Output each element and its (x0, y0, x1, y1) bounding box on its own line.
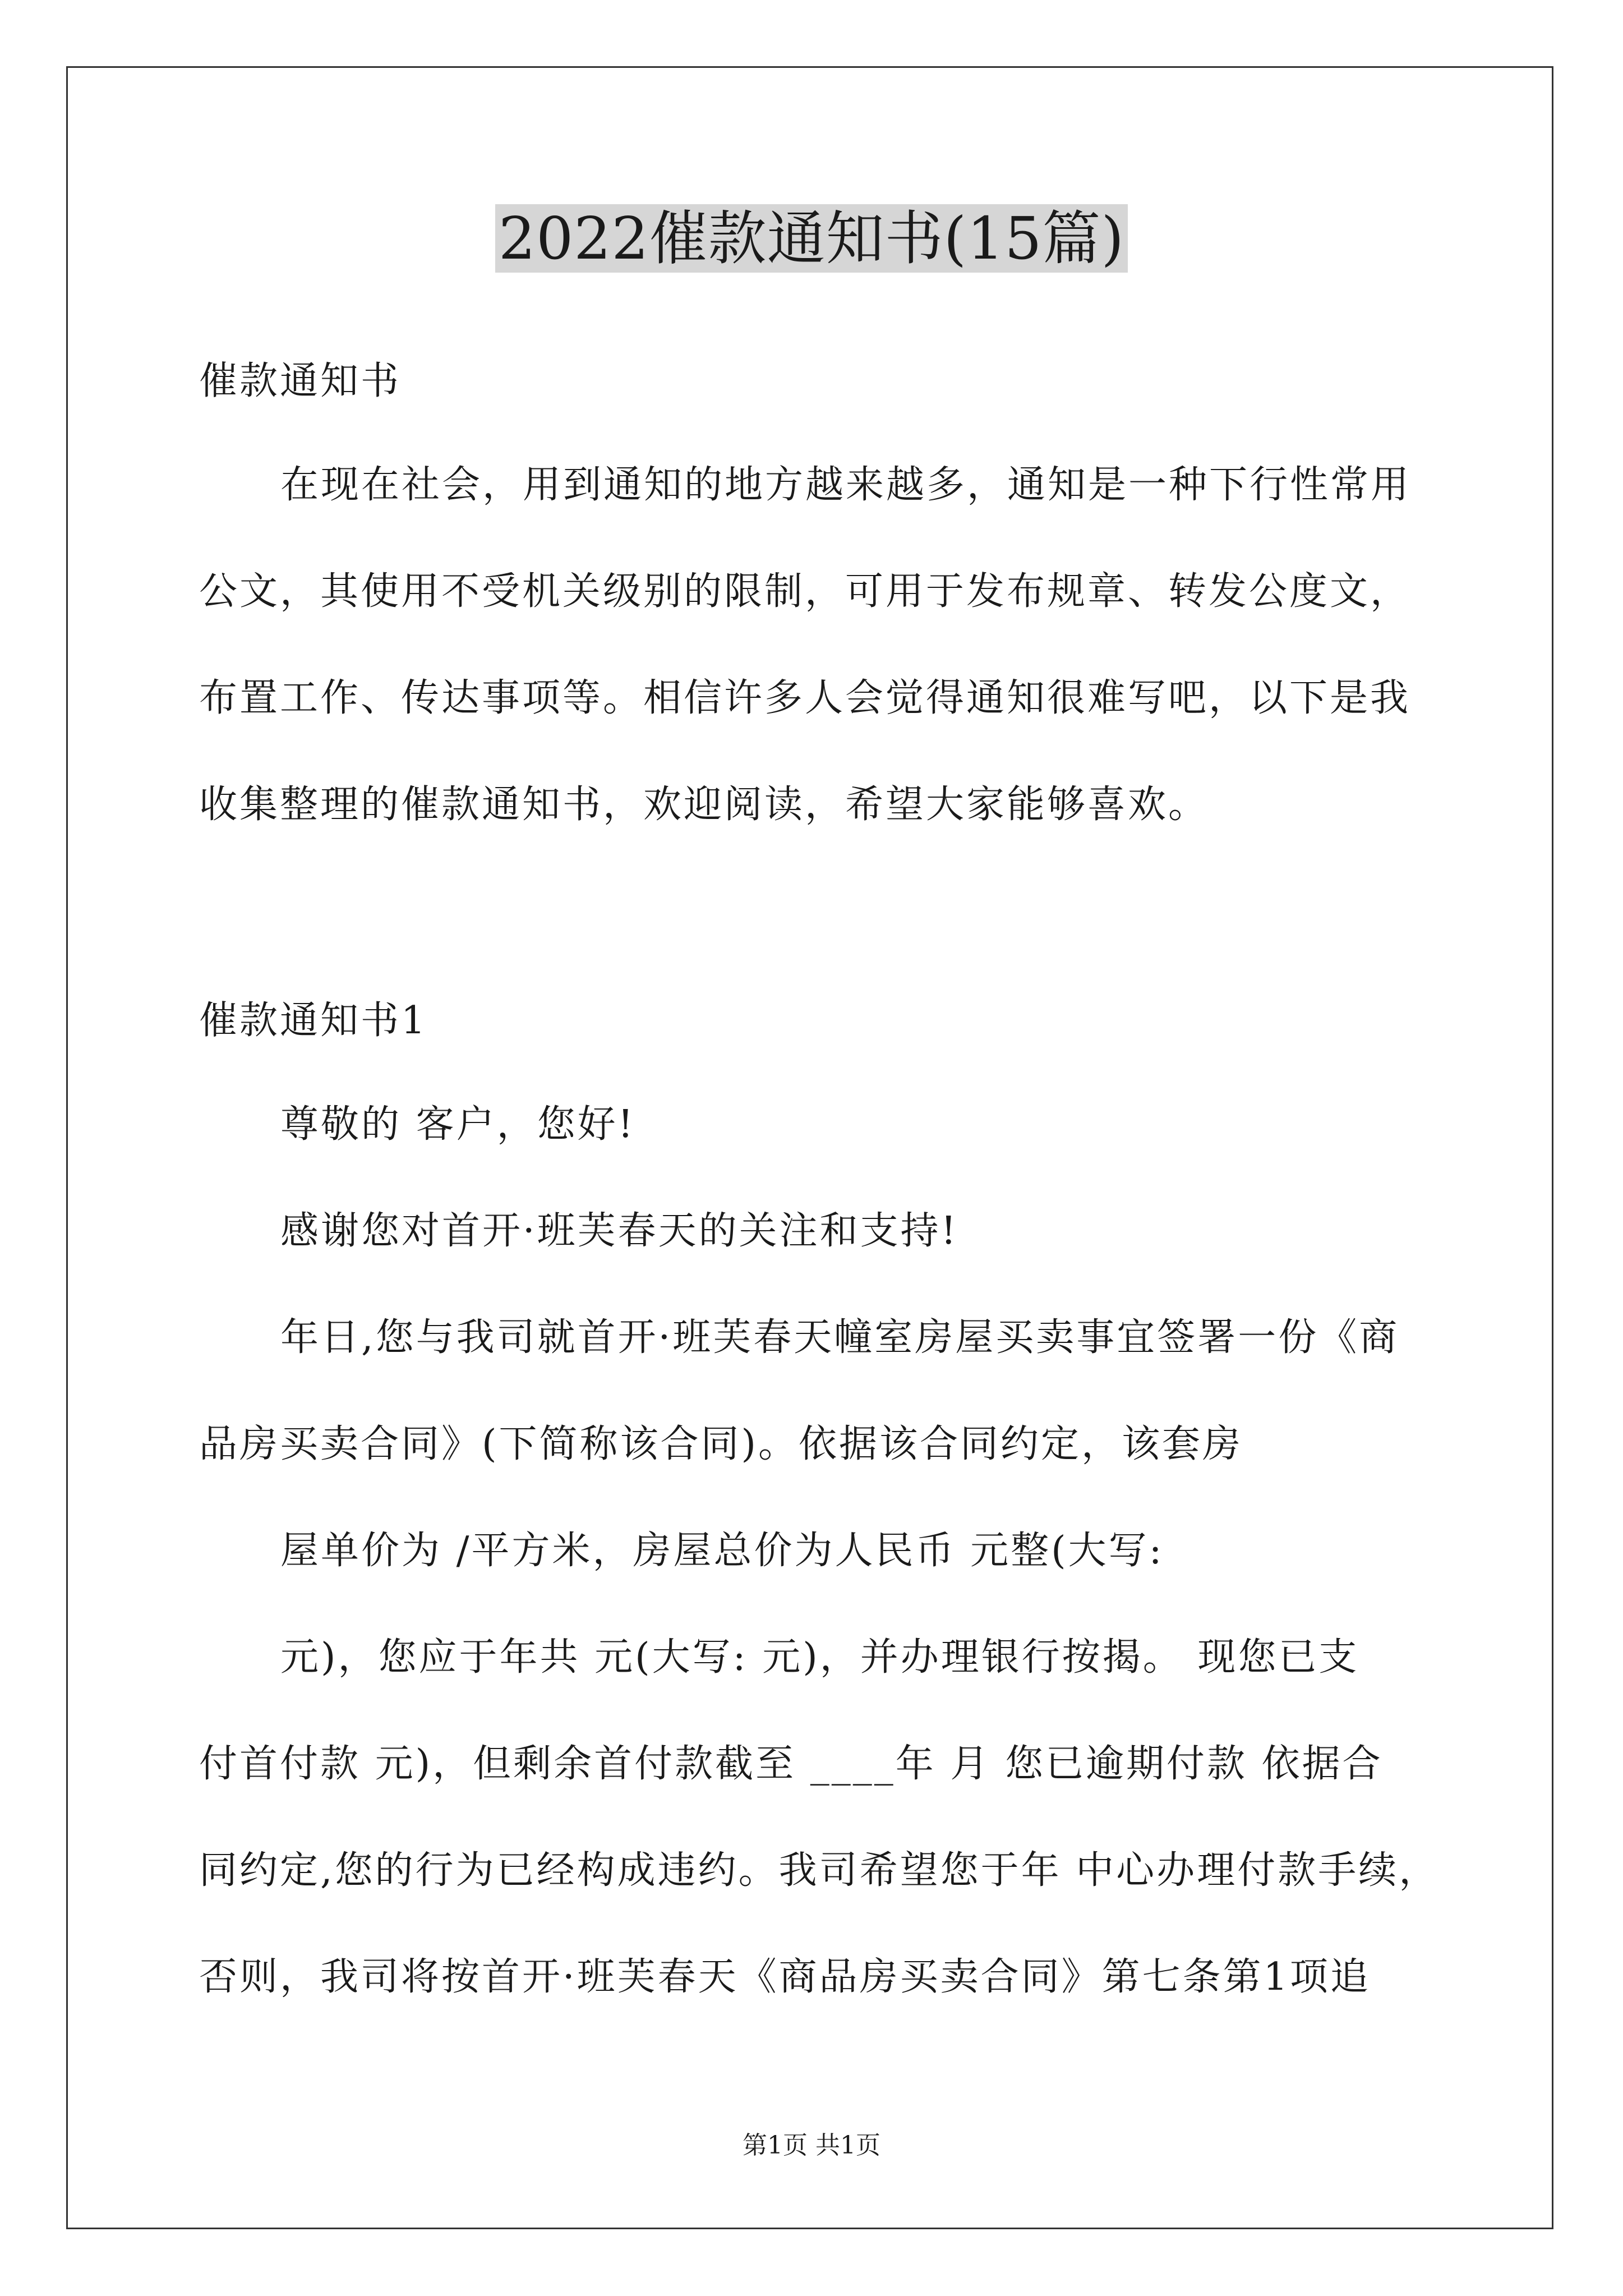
document-title (0, 199, 1623, 278)
paragraph-line: 收集整理的催款通知书，欢迎阅读，希望大家能够喜欢。 (199, 783, 1209, 827)
paragraph-line: 元)，您应于年共 元(大写: 元)，并办理银行按揭。 现您已支 (280, 1635, 1359, 1680)
paragraph-line: 布置工作、传达事项等。相信许多人会觉得通知很难写吧，以下是我 (199, 676, 1411, 720)
paragraph-line: 在现在社会，用到通知的地方越来越多，通知是一种下行性常用 (280, 463, 1412, 507)
page-footer: 第1页 共1页 (743, 2131, 880, 2160)
paragraph-line: 尊敬的 客户，您好! (280, 1102, 635, 1147)
paragraph-line: 年日,您与我司就首开·班芙春天幢室房屋买卖事宜签署一份《商 (280, 1315, 1400, 1360)
document-title-text: 2022催款通知书(15篇) (495, 204, 1128, 273)
paragraph-line: 屋单价为 /平方米，房屋总价为人民币 元整(大写: (280, 1529, 1164, 1573)
paragraph-line: 感谢您对首开·班芙春天的关注和支持! (280, 1209, 958, 1253)
paragraph-line: 品房买卖合同》(下简称该合同)。依据该合同约定，该套房 (199, 1422, 1243, 1466)
section-heading: 催款通知书1 (199, 999, 428, 1043)
paragraph-line: 否则，我司将按首开·班芙春天《商品房买卖合同》第七条第1项追 (199, 1955, 1371, 1999)
paragraph-line: 公文，其使用不受机关级别的限制，可用于发布规章、转发公度文， (199, 569, 1411, 614)
section-heading: 催款通知书 (199, 359, 402, 403)
paragraph-line: 同约定,您的行为已经构成违约。我司希望您于年 中心办理付款手续， (199, 1848, 1440, 1893)
paragraph-line: 付首付款 元)，但剩余首付款截至 ____年 月 您已逾期付款 依据合 (199, 1742, 1383, 1786)
